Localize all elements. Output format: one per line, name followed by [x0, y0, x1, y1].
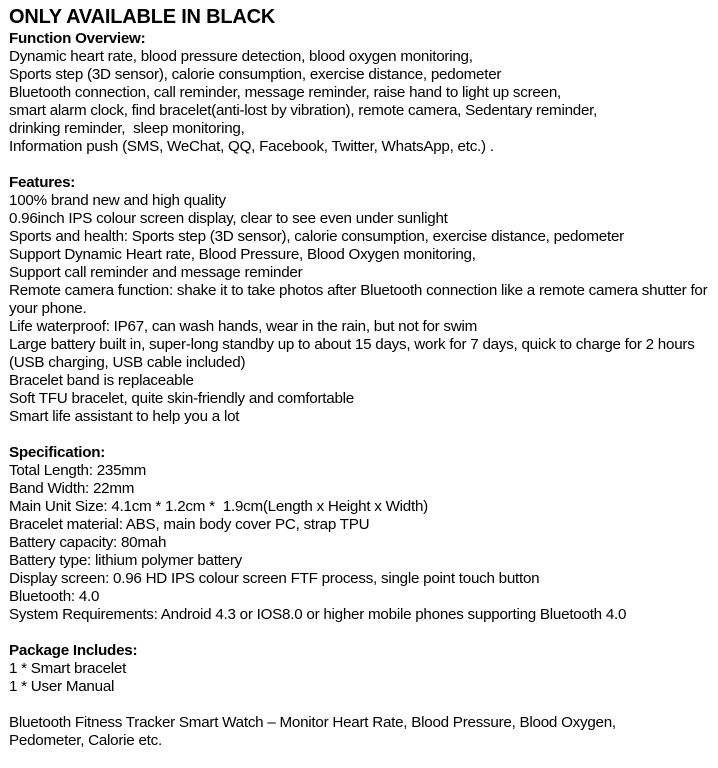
sections-container [9, 30, 710, 696]
section-line: 0.96inch IPS colour screen display, clear to see even under sunlight [9, 210, 448, 227]
section-line: Total Length: 235mm [9, 462, 147, 479]
section-line: Support Dynamic Heart rate, Blood Pressure, Blood Oxygen monitoring, [9, 246, 476, 263]
section-line: Information push (SMS, WeChat, QQ, Facebook, Twitter, WhatsApp, etc.) . [9, 138, 494, 155]
section-line: Bluetooth: 4.0 [9, 588, 100, 605]
section-line: Remote camera function: shake it to take photos after Bluetooth connection like a remote camera shutter for your phone. [9, 282, 712, 317]
section-line: Smart life assistant to help you a lot [9, 408, 240, 425]
section-heading: Specification: [9, 444, 106, 461]
section-line: Soft TFU bracelet, quite skin-friendly and comfortable [9, 390, 354, 407]
section [9, 30, 710, 156]
section-line: 1 * Smart bracelet [9, 660, 127, 677]
footer-line: Pedometer, Calorie etc. [9, 732, 162, 749]
section-line: 1 * User Manual [9, 678, 115, 695]
section-spacer [9, 156, 710, 174]
section-line: Battery capacity: 80mah [9, 534, 167, 551]
section-line: Large battery built in, super-long standby up to about 15 days, work for 7 days, quick to charge for 2 hours (USB charging, USB cable included) [9, 336, 699, 371]
section-line: Battery type: lithium polymer battery [9, 552, 243, 569]
section-line: Bracelet band is replaceable [9, 372, 194, 389]
section-line: Display screen: 0.96 HD IPS colour screen FTF process, single point touch button [9, 570, 540, 587]
section-line: Sports step (3D sensor), calorie consumption, exercise distance, pedometer [9, 66, 502, 83]
section [9, 444, 710, 624]
footer-spacer [9, 696, 710, 714]
section-line: drinking reminder, sleep monitoring, [9, 120, 245, 137]
footer-line: Bluetooth Fitness Tracker Smart Watch – Monitor Heart Rate, Blood Pressure, Blood Oxygen, [9, 714, 616, 731]
section-line: Sports and health: Sports step (3D sensor), calorie consumption, exercise distance, pedometer [9, 228, 624, 245]
section-line: Main Unit Size: 4.1cm * 1.2cm * 1.9cm(Length x Height x Width) [9, 498, 428, 515]
section-line: System Requirements: Android 4.3 or IOS8.0 or higher mobile phones supporting Bluetooth 4.0 [9, 606, 627, 623]
section-line: Bluetooth connection, call reminder, message reminder, raise hand to light up screen, [9, 84, 561, 101]
section-line: Dynamic heart rate, blood pressure detection, blood oxygen monitoring, [9, 48, 473, 65]
section-line: Bracelet material: ABS, main body cover PC, strap TPU [9, 516, 370, 533]
section-heading: Features: [9, 174, 76, 191]
section-heading: Package Includes: [9, 642, 138, 659]
section-heading: Function Overview: [9, 30, 146, 47]
page-title: ONLY AVAILABLE IN BLACK [9, 6, 276, 28]
section [9, 642, 710, 696]
section [9, 174, 710, 426]
section-line: Life waterproof: IP67, can wash hands, wear in the rain, but not for swim [9, 318, 478, 335]
section-spacer [9, 426, 710, 444]
section-line: Support call reminder and message reminder [9, 264, 303, 281]
section-line: smart alarm clock, find bracelet(anti-lost by vibration), remote camera, Sedentary reminder, [9, 102, 598, 119]
section-line: 100% brand new and high quality [9, 192, 226, 209]
footer-container [9, 714, 710, 750]
section-spacer [9, 624, 710, 642]
section-line: Band Width: 22mm [9, 480, 135, 497]
